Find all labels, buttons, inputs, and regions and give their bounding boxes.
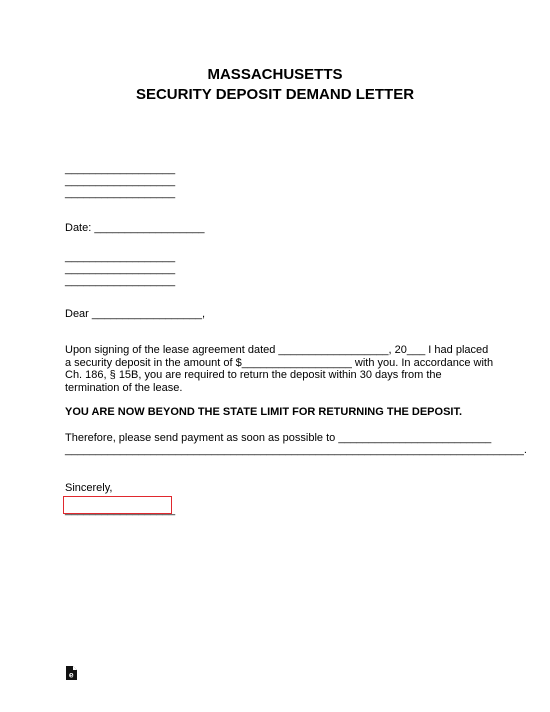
payment-line-1: Therefore, please send payment as soon as possible to _________________________ [65,432,492,444]
sender-line-3: __________________ [65,187,176,199]
closing: Sincerely, [65,482,113,494]
eforms-logo-icon [64,666,78,680]
salutation: Dear __________________, [65,308,206,320]
document-title-line1: MASSACHUSETTS [207,66,343,83]
date-line: Date: __________________ [65,222,205,234]
recipient-line-2: __________________ [65,263,176,275]
body-line-1: Upon signing of the lease agreement dated __________________, 20___ I had placed [65,344,489,356]
document-title-line2: SECURITY DEPOSIT DEMAND LETTER [135,86,415,103]
signature-line: __________________ [65,504,176,516]
body-line-2: a security deposit in the amount of $__________________ with you. In accordance with [65,357,494,369]
sender-line-1: __________________ [65,163,176,175]
warning-text: YOU ARE NOW BEYOND THE STATE LIMIT FOR RETURNING THE DEPOSIT. [65,406,463,418]
body-line-4: termination of the lease. [65,382,183,394]
body-line-3: Ch. 186, § 15B, you are required to return the deposit within 30 days from the [65,369,442,381]
recipient-line-3: __________________ [65,275,176,287]
svg-text:e: e [68,669,74,680]
recipient-line-1: __________________ [65,251,176,263]
sender-line-2: __________________ [65,175,176,187]
payment-line-2: ___________________________________________________________________________. [65,444,527,456]
